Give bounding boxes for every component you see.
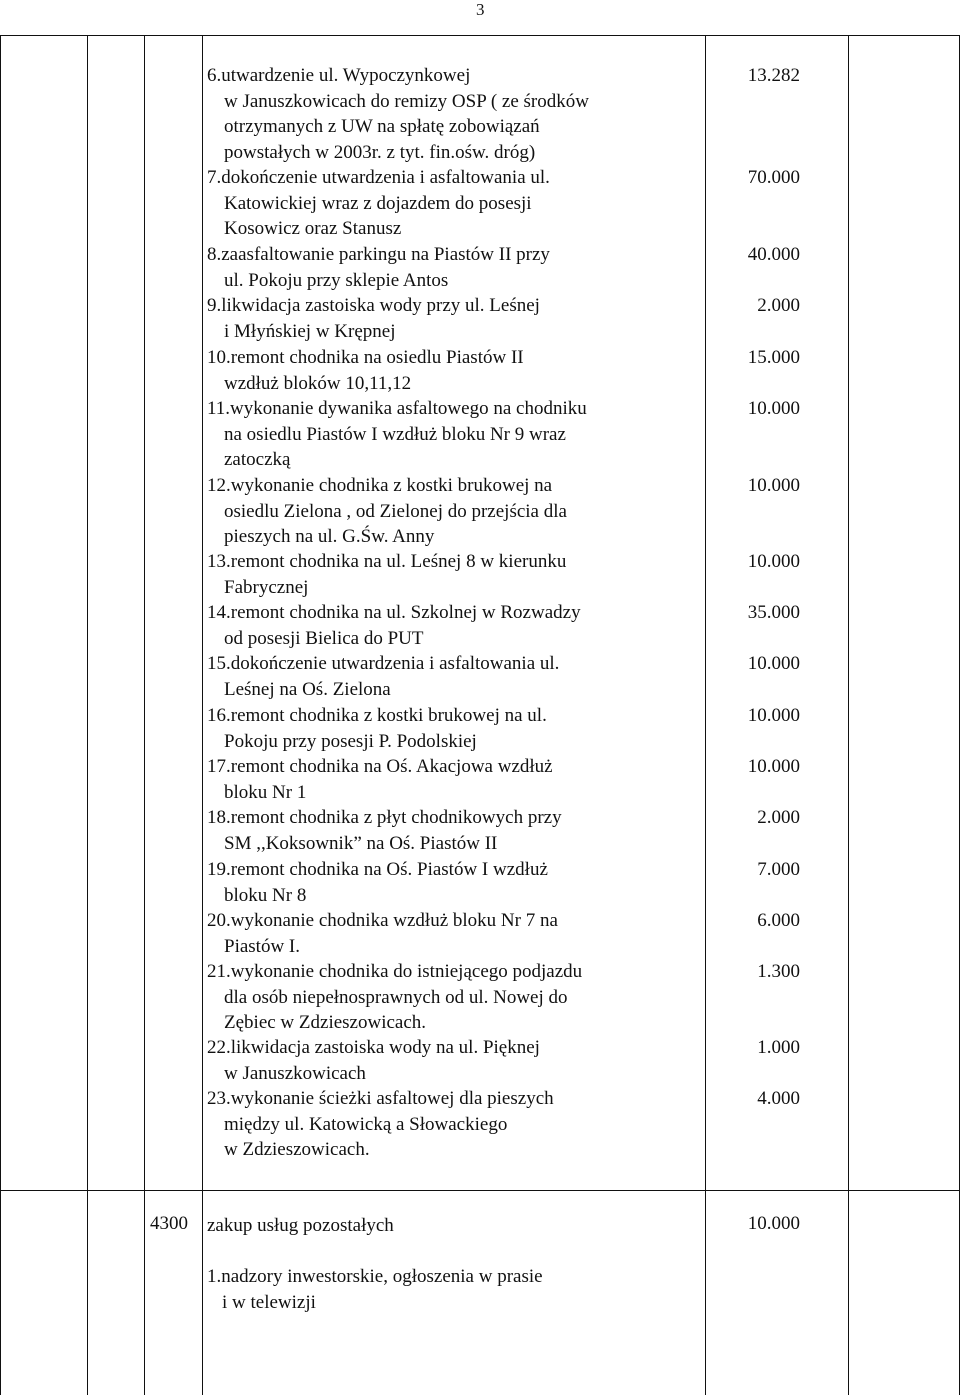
item-description-line: w Januszkowicach	[224, 1062, 366, 1084]
column-rule-2	[87, 35, 88, 1395]
item-description	[207, 63, 707, 166]
item-description-line: bloku Nr 8	[224, 884, 307, 906]
item-amount: 40.000	[747, 244, 800, 265]
item-description-line: Kosowicz oraz Stanusz	[224, 218, 402, 240]
item-description	[207, 549, 707, 600]
item-description-line: 18.remont chodnika z płyt chodnikowych przy	[207, 807, 562, 828]
item-description-line: osiedlu Zielona , od Zielonej do przejścia dla	[224, 500, 567, 522]
column-rule-1	[0, 35, 1, 1395]
item-description	[207, 293, 707, 344]
item-description	[207, 1086, 707, 1163]
item-description-line: wzdłuż bloków 10,11,12	[224, 372, 412, 394]
item-description-line: i Młyńskiej w Krępnej	[224, 320, 396, 342]
item-description	[207, 600, 707, 651]
item-description	[207, 857, 707, 908]
item-description-line: 7.dokończenie utwardzenia i asfaltowania ul.	[207, 167, 550, 188]
section-title: zakup usług pozostałych	[207, 1215, 394, 1236]
item-amount: 35.000	[747, 602, 800, 623]
item-amount: 6.000	[757, 910, 800, 931]
item-amount: 10.000	[747, 398, 800, 419]
item-description-line: 15.dokończenie utwardzenia i asfaltowania ul.	[207, 653, 560, 674]
item-description-line: w Zdzieszowicach.	[224, 1139, 370, 1161]
item-description-line: 8.zaasfaltowanie parkingu na Piastów II przy	[207, 244, 550, 265]
item-amount: 2.000	[757, 807, 800, 828]
item-description	[207, 703, 707, 754]
page-number: 3	[476, 0, 485, 19]
item-amount: 70.000	[747, 167, 800, 188]
item-description-line: bloku Nr 1	[224, 781, 307, 803]
item-description	[207, 473, 707, 550]
item-description	[207, 242, 707, 293]
column-rule-4	[202, 35, 203, 1395]
item-description-line: dla osób niepełnosprawnych od ul. Nowej do	[224, 986, 568, 1008]
section-item	[207, 1264, 707, 1315]
item-amount: 10.000	[747, 551, 800, 572]
item-description-line: pieszych na ul. G.Św. Anny	[224, 526, 435, 548]
item-description	[207, 345, 707, 396]
item-description-line: 12.wykonanie chodnika z kostki brukowej na	[207, 475, 553, 496]
item-description-line: Katowickiej wraz z dojazdem do posesji	[224, 192, 532, 214]
item-description-line: 17.remont chodnika na Oś. Akacjowa wzdłuż	[207, 756, 553, 777]
item-description	[207, 959, 707, 1036]
item-description	[207, 1035, 707, 1086]
item-description	[207, 754, 707, 805]
item-amount: 1.000	[757, 1037, 800, 1058]
item-amount: 2.000	[757, 295, 800, 316]
item-description-line: 21.wykonanie chodnika do istniejącego podjazdu	[207, 961, 583, 982]
item-description-line: Piastów I.	[224, 935, 300, 957]
item-amount: 13.282	[747, 65, 800, 86]
item-description-line: 9.likwidacja zastoiska wody przy ul. Leśnej	[207, 295, 540, 316]
item-description-line: 23.wykonanie ścieżki asfaltowej dla pieszych	[207, 1088, 554, 1109]
item-description-line: 6.utwardzenie ul. Wypoczynkowej	[207, 65, 471, 86]
item-description	[207, 651, 707, 702]
item-description	[207, 805, 707, 856]
item-description-line: 10.remont chodnika na osiedlu Piastów II	[207, 347, 524, 368]
item-description-line: otrzymanych z UW na spłatę zobowiązań	[224, 116, 540, 138]
section-item-line: 1.nadzory inwestorskie, ogłoszenia w prasie	[207, 1266, 543, 1287]
item-description-line: 16.remont chodnika z kostki brukowej na ul.	[207, 705, 547, 726]
section-item-line: i w telewizji	[222, 1291, 316, 1313]
item-amount: 10.000	[747, 756, 800, 777]
item-description-line: powstałych w 2003r. z tyt. fin.ośw. dróg)	[224, 142, 536, 164]
item-description	[207, 396, 707, 473]
item-description-line: Pokoju przy posesji P. Podolskiej	[224, 730, 477, 752]
item-description-line: Fabrycznej	[224, 576, 309, 598]
column-rule-3	[144, 35, 145, 1395]
item-description	[207, 908, 707, 959]
item-description-line: zatoczką	[224, 449, 291, 471]
item-description-line: Leśnej na Oś. Zielona	[224, 678, 391, 700]
item-description-line: 11.wykonanie dywanika asfaltowego na chodniku	[207, 398, 587, 419]
section-amount: 10.000	[747, 1213, 800, 1234]
item-description-line: 22.likwidacja zastoiska wody na ul. Pięknej	[207, 1037, 540, 1058]
item-amount: 7.000	[757, 859, 800, 880]
item-amount: 4.000	[757, 1088, 800, 1109]
item-amount: 1.300	[757, 961, 800, 982]
item-description-line: 14.remont chodnika na ul. Szkolnej w Rozwadzy	[207, 602, 581, 623]
section-code: 4300	[150, 1213, 188, 1234]
item-description-line: 19.remont chodnika na Oś. Piastów I wzdłuż	[207, 859, 548, 880]
item-description-line: 20.wykonanie chodnika wzdłuż bloku Nr 7 na	[207, 910, 558, 931]
item-description-line: ul. Pokoju przy sklepie Antos	[224, 269, 449, 291]
column-rule-6	[848, 35, 849, 1395]
item-description-line: od posesji Bielica do PUT	[224, 627, 424, 649]
item-amount: 10.000	[747, 705, 800, 726]
item-description-line: 13.remont chodnika na ul. Leśnej 8 w kierunku	[207, 551, 567, 572]
item-description-line: Zębiec w Zdzieszowicach.	[224, 1012, 427, 1034]
item-description-line: między ul. Katowicką a Słowackiego	[224, 1113, 508, 1135]
item-description-line: na osiedlu Piastów I wzdłuż bloku Nr 9 wraz	[224, 423, 566, 445]
item-description-line: SM ,,Koksownik” na Oś. Piastów II	[224, 832, 498, 854]
item-amount: 15.000	[747, 347, 800, 368]
item-amount: 10.000	[747, 653, 800, 674]
item-description-line: w Januszkowicach do remizy OSP ( ze środków	[224, 90, 589, 112]
item-amount: 10.000	[747, 475, 800, 496]
item-description	[207, 165, 707, 242]
